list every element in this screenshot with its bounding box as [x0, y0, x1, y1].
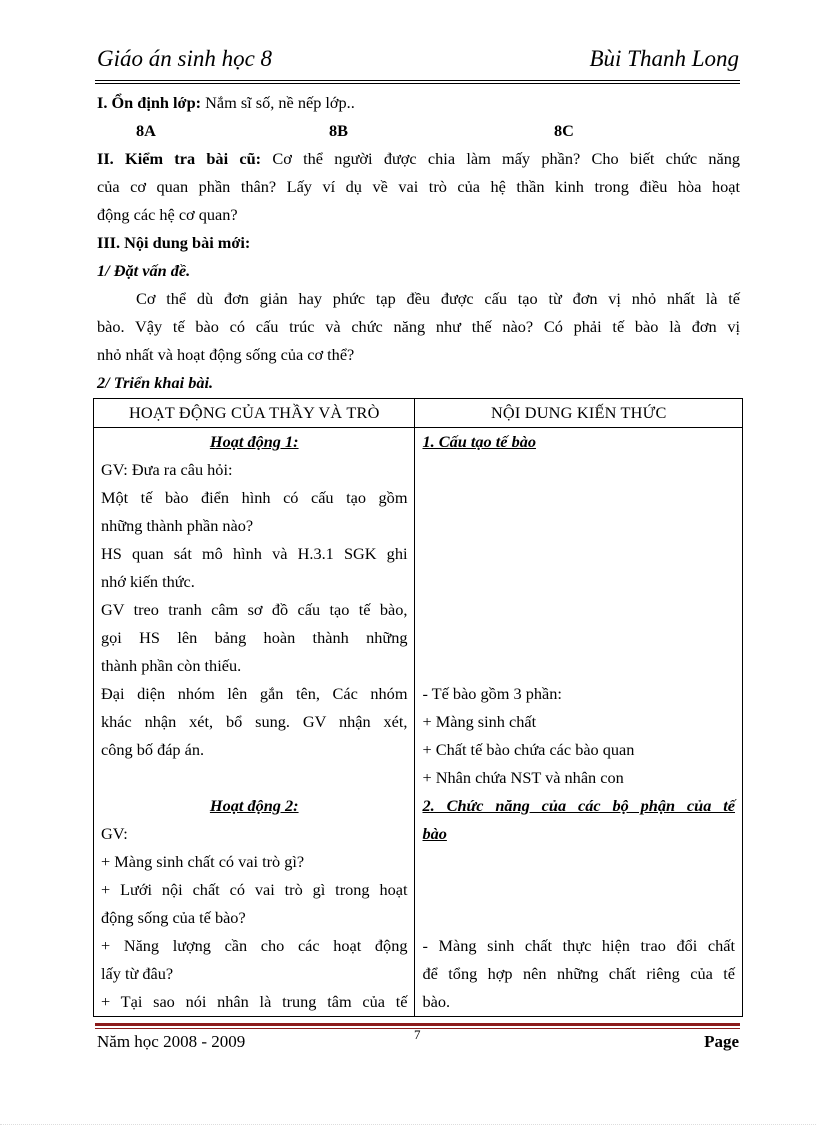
table-line: + Tại sao nói nhân là trung tâm của tế [101, 992, 408, 1011]
header-title: Giáo án sinh học 8 [97, 46, 273, 71]
col-header-activities: HOẠT ĐỘNG CỦA THẦY VÀ TRÒ [94, 399, 415, 428]
content-cell [415, 428, 743, 1017]
class-8a: 8A [136, 121, 156, 140]
table-line: + Màng sinh chất [422, 712, 537, 731]
table-line: thành phần còn thiếu. [101, 656, 242, 675]
class-8c: 8C [554, 121, 574, 140]
section-1-label: I. Ổn định lớp: [97, 93, 202, 112]
content-section-2-title: 2. Chức năng của các bộ phận của tế [422, 796, 735, 815]
header-divider [95, 80, 740, 84]
table-line: bào. [422, 992, 451, 1011]
table-line: để tổng hợp nên những chất riêng của tế [422, 964, 735, 983]
content-section-1-title: 1. Cấu tạo tế bào [422, 432, 537, 451]
intro-line-2: bào. Vậy tế bào có cấu trúc và chức năng như thế nào? Có phải tế bào là đơn vị [97, 317, 740, 336]
spacer [101, 764, 407, 792]
table-line: GV: [101, 824, 128, 843]
content-section-2-title-cont: bào [422, 824, 447, 843]
col-header-content: NỘI DUNG KIẾN THỨC [415, 399, 743, 428]
section-3-label: III. Nội dung bài mới: [97, 233, 251, 252]
class-8b: 8B [329, 121, 349, 140]
table-line: động sống của tế bào? [101, 908, 246, 927]
activity-1-title: Hoạt động 1: [209, 432, 299, 451]
intro-line-3: nhỏ nhất và hoạt động sống của cơ thể? [97, 345, 355, 364]
page-number: 7 [414, 1027, 421, 1042]
table-line: nhớ kiến thức. [101, 572, 195, 591]
header-author: Bùi Thanh Long [589, 46, 739, 71]
activities-cell [94, 428, 415, 1017]
table-line: + Chất tế bào chứa các bào quan [422, 740, 635, 759]
table-line: Đại diện nhóm lên gắn tên, Các nhóm [101, 684, 408, 703]
table-header-row [94, 399, 743, 428]
intro-line-1: Cơ thể dù đơn giản hay phức tạp đều được cấu tạo từ đơn vị nhỏ nhất là tế [136, 289, 740, 308]
section-2-line-3: động các hệ cơ quan? [97, 205, 238, 224]
table-line: GV treo tranh câm sơ đồ cấu tạo tế bào, [101, 600, 408, 619]
table-line: - Tế bào gồm 3 phần: [422, 684, 562, 703]
section-1-line [97, 89, 740, 117]
table-line: + Nhân chứa NST và nhân con [422, 768, 624, 787]
table-line: gọi HS lên bảng hoàn thành những [101, 628, 408, 647]
table-body-row [94, 428, 743, 1017]
table-line: + Năng lượng cần cho các hoạt động [101, 936, 408, 955]
subsection-1-label: 1/ Đặt vấn đề. [97, 261, 191, 280]
table-line: lấy từ đâu? [101, 964, 174, 983]
table-line: Một tế bào điển hình có cấu tạo gồm [101, 488, 408, 507]
section-2-line-1: II. Kiểm tra bài cũ: Cơ thể người được chia làm mấy phần? Cho biết chức năng [97, 149, 740, 168]
footer-page-label: Page [704, 1032, 739, 1051]
table-line: + Màng sinh chất có vai trò gì? [101, 852, 305, 871]
footer-divider [95, 1023, 740, 1026]
section-2-label: II. Kiểm tra bài cũ: [97, 149, 262, 168]
table-line: những thành phần nào? [101, 516, 254, 535]
lesson-table [93, 398, 743, 1017]
table-line: + Lưới nội chất có vai trò gì trong hoạt [101, 880, 408, 899]
table-line: - Màng sinh chất thực hiện trao đổi chất [422, 936, 735, 955]
section-1-text: Nắm sĩ số, nề nếp lớp.. [205, 93, 355, 112]
table-line: HS quan sát mô hình và H.3.1 SGK ghi [101, 544, 408, 563]
table-line: khác nhận xét, bổ sung. GV nhận xét, [101, 712, 408, 731]
table-line: công bố đáp án. [101, 740, 205, 759]
table-line: GV: Đưa ra câu hỏi: [101, 460, 233, 479]
activity-2-title: Hoạt động 2: [209, 796, 299, 815]
section-2-line-2: của cơ quan phần thân? Lấy ví dụ về vai trò của hệ thần kinh trong điều hòa hoạt [97, 177, 740, 196]
subsection-2-label: 2/ Triển khai bài. [97, 373, 214, 392]
footer-school-year: Năm học 2008 - 2009 [97, 1032, 246, 1051]
